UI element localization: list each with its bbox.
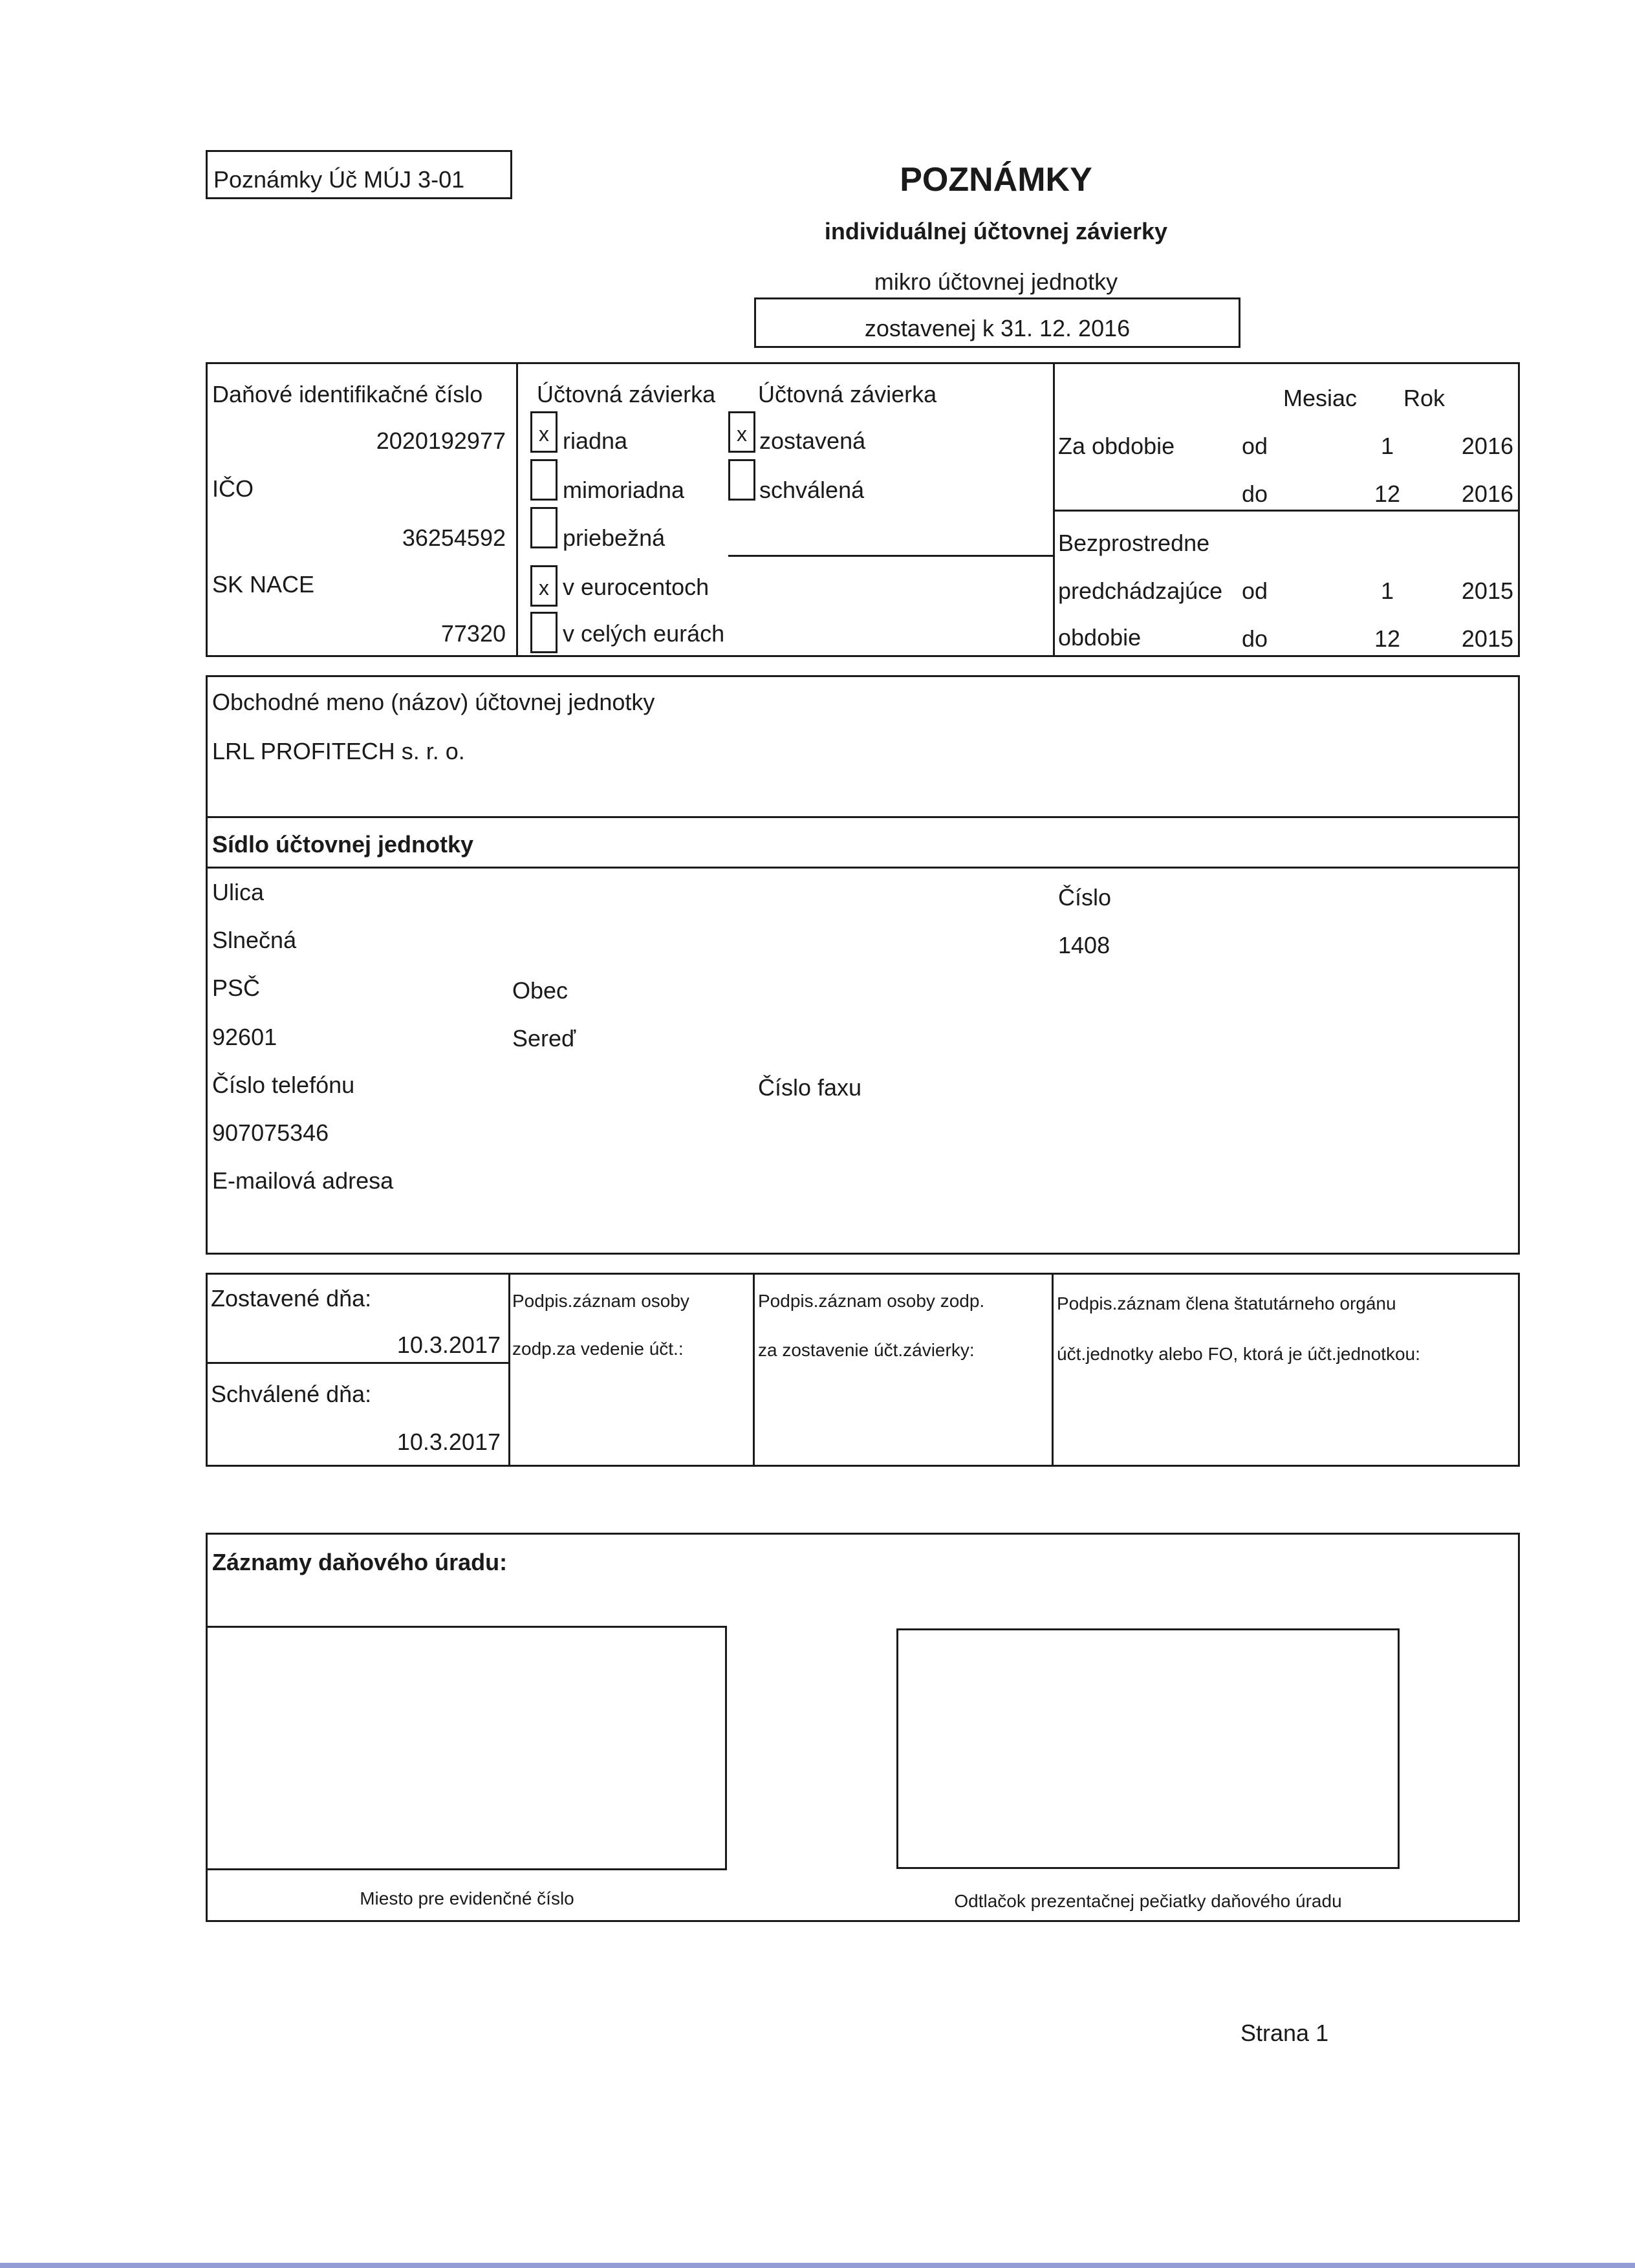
previous-period-label-2: predchádzajúce	[1058, 578, 1223, 604]
checkbox-zostavena[interactable]: x	[728, 411, 755, 453]
registration-number-box	[206, 1626, 727, 1870]
current-to-month: 12	[1374, 481, 1401, 507]
option-mimoriadna: mimoriadna	[563, 477, 685, 503]
city-value: Sereď	[512, 1025, 576, 1052]
sig-col3-line1: Podpis.záznam člena štatutárneho orgánu	[1057, 1293, 1396, 1313]
nace-label: SK NACE	[212, 571, 315, 598]
ico-label: IČO	[212, 475, 254, 502]
option-priebezna: priebežná	[563, 524, 666, 551]
stamp-box	[896, 1628, 1400, 1869]
current-to-label: do	[1242, 481, 1268, 507]
phone-label: Číslo telefónu	[212, 1072, 355, 1098]
compiled-date: 10.3.2017	[396, 1332, 501, 1358]
number-label: Číslo	[1058, 884, 1112, 911]
checkbox-mimoriadna[interactable]	[530, 459, 558, 501]
option-riadna: riadna	[563, 427, 628, 454]
statement-state-label: Účtovná závierka	[758, 381, 937, 407]
checkbox-schvalena[interactable]	[728, 459, 755, 501]
previous-from-year: 2015	[1461, 578, 1513, 604]
address-section-title: Sídlo účtovnej jednotky	[212, 831, 474, 858]
month-label: Mesiac	[1283, 385, 1358, 411]
sig-col3-line2: účt.jednotky alebo FO, ktorá je účt.jednotkou:	[1057, 1344, 1420, 1364]
email-label: E-mailová adresa	[212, 1167, 394, 1194]
checkbox-eurocents[interactable]: x	[530, 565, 558, 607]
subtitle-1: individuálnej účtovnej závierky	[824, 218, 1168, 244]
nace-value: 77320	[440, 620, 506, 647]
sig-dates-divider	[207, 1362, 508, 1364]
ident-divider	[516, 362, 518, 657]
dic-value: 2020192977	[376, 427, 506, 454]
form-code: Poznámky Úč MÚJ 3-01	[213, 166, 465, 193]
psc-label: PSČ	[212, 975, 261, 1001]
year-label: Rok	[1403, 385, 1446, 411]
previous-to-month: 12	[1374, 625, 1401, 652]
sig-col1-line2: zodp.za vedenie účt.:	[512, 1339, 684, 1359]
previous-period-label-1: Bezprostredne	[1058, 530, 1210, 556]
page-number: Strana 1	[1240, 2020, 1329, 2046]
option-zostavena: zostavená	[759, 427, 866, 454]
entity-divider-2	[207, 867, 1519, 869]
checkbox-whole-euros[interactable]	[530, 612, 558, 653]
sig-divider-3	[1052, 1273, 1054, 1467]
checkbox-priebezna[interactable]	[530, 507, 558, 548]
fax-label: Číslo faxu	[758, 1074, 862, 1101]
approved-date: 10.3.2017	[396, 1429, 501, 1455]
current-from-year: 2016	[1461, 433, 1513, 459]
option-schvalena: schválená	[759, 477, 865, 503]
approved-label: Schválené dňa:	[211, 1381, 372, 1407]
current-from-label: od	[1242, 433, 1268, 459]
statement-divider	[728, 555, 1053, 557]
option-whole-euros: v celých eurách	[563, 620, 725, 647]
checkbox-riadna[interactable]: x	[530, 411, 558, 453]
entity-name-value: LRL PROFITECH s. r. o.	[212, 738, 465, 764]
current-period-label: Za obdobie	[1058, 433, 1175, 459]
entity-name-label: Obchodné meno (názov) účtovnej jednotky	[212, 689, 655, 715]
current-to-year: 2016	[1461, 481, 1513, 507]
stamp-caption: Odtlačok prezentačnej pečiatky daňového úradu	[954, 1891, 1342, 1911]
sig-col1-line1: Podpis.záznam osoby	[512, 1291, 689, 1311]
previous-from-month: 1	[1380, 578, 1394, 604]
registration-number-caption: Miesto pre evidenčné číslo	[360, 1888, 574, 1908]
sig-col2-line1: Podpis.záznam osoby zodp.	[758, 1291, 985, 1311]
option-eurocents: v eurocentoch	[563, 574, 709, 600]
period-row-divider	[1054, 510, 1519, 512]
entity-divider-1	[207, 816, 1519, 818]
sig-divider-1	[508, 1273, 510, 1467]
tax-office-title: Záznamy daňového úradu:	[212, 1549, 508, 1575]
previous-from-label: od	[1242, 578, 1268, 604]
street-label: Ulica	[212, 879, 265, 905]
page-title: POZNÁMKY	[900, 161, 1092, 199]
street-value: Slnečná	[212, 927, 297, 953]
compiled-label: Zostavené dňa:	[211, 1285, 372, 1312]
current-from-month: 1	[1380, 433, 1394, 459]
dic-label: Daňové identifikačné číslo	[212, 381, 483, 407]
ico-value: 36254592	[402, 524, 506, 551]
previous-period-label-3: obdobie	[1058, 624, 1142, 651]
phone-value: 907075346	[212, 1119, 329, 1146]
number-value: 1408	[1058, 932, 1110, 958]
previous-to-label: do	[1242, 625, 1268, 652]
subtitle-2: mikro účtovnej jednotky	[874, 268, 1118, 295]
previous-to-year: 2015	[1461, 625, 1513, 652]
compiled-as-of: zostavenej k 31. 12. 2016	[864, 315, 1131, 341]
city-label: Obec	[512, 977, 568, 1004]
psc-value: 92601	[212, 1024, 277, 1050]
sig-col2-line2: za zostavenie účt.závierky:	[758, 1340, 975, 1360]
scan-edge	[0, 2263, 1635, 2268]
sig-divider-2	[753, 1273, 755, 1467]
statement-type-label: Účtovná závierka	[537, 381, 716, 407]
